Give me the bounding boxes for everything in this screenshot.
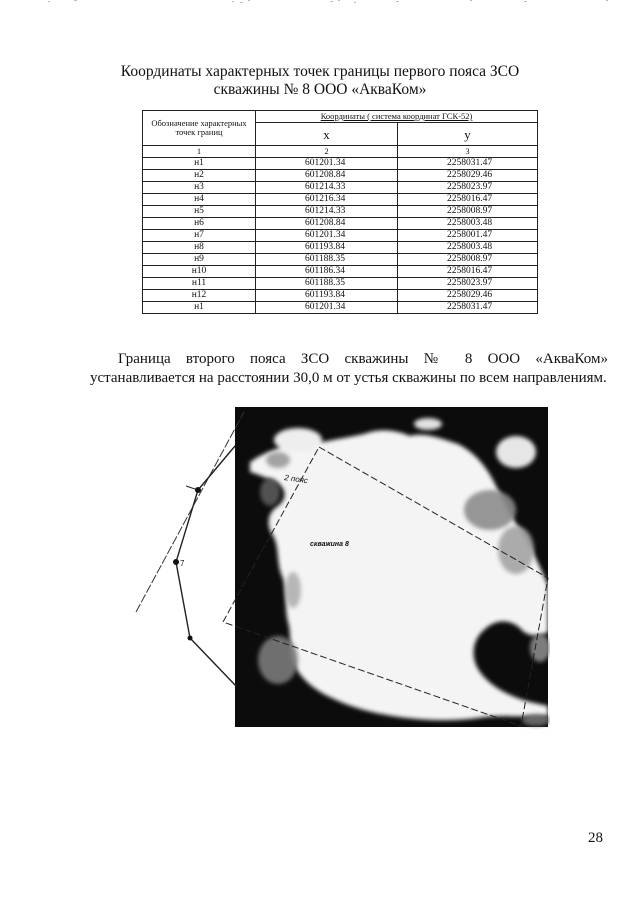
table-row [143,158,538,170]
header-axis-x: x [256,123,398,146]
coord-x: 601193.84 [256,242,398,254]
scan-artifacts [0,0,640,8]
coord-y: 2258031.47 [398,158,538,170]
table-row [143,302,538,314]
table-row [143,206,538,218]
coord-y: 2258016.47 [398,266,538,278]
point-name: н2 [143,170,256,182]
coord-x: 601216.34 [256,194,398,206]
coord-y: 2258016.47 [398,194,538,206]
table-row [143,194,538,206]
header-axis-y: у [398,123,538,146]
coord-x: 601214.33 [256,182,398,194]
coord-x: 601186.34 [256,266,398,278]
table-row [143,230,538,242]
table-row [143,170,538,182]
coord-y: 2258003.48 [398,242,538,254]
point-name: н1 [143,302,256,314]
well-label: скважина 8 [310,541,349,548]
zone-label: 2 пояс [283,473,309,486]
column-number: 2 [256,146,398,158]
coord-y: 2258008.97 [398,254,538,266]
point-name: н4 [143,194,256,206]
coord-y: 2258029.46 [398,290,538,302]
page-number: 28 [588,830,603,846]
coord-x: 601214.33 [256,206,398,218]
coord-y: 2258008.97 [398,206,538,218]
table-column-number-row [143,146,538,158]
coord-x: 601188.35 [256,254,398,266]
point-name: н7 [143,230,256,242]
sanitary-zone-map [128,400,550,730]
table-row [143,290,538,302]
table-row [143,278,538,290]
coord-x: 601193.84 [256,290,398,302]
table-row [143,218,538,230]
boundary-point [173,559,179,565]
table-row [143,254,538,266]
table-header-row [143,111,538,123]
zone-two-paragraph-line2: устанавливается на расстоянии 30,0 м от устья скважины по всем направлениям. [90,370,607,386]
column-number: 3 [398,146,538,158]
coord-y: 2258001.47 [398,230,538,242]
boundary-point [188,636,193,641]
coordinates-table [142,110,538,314]
coord-y: 2258003.48 [398,218,538,230]
coord-y: 2258023.97 [398,182,538,194]
coord-x: 601201.34 [256,158,398,170]
column-number: 1 [143,146,256,158]
point-name: н10 [143,266,256,278]
point-name: н9 [143,254,256,266]
zone-two-paragraph-line1: Граница второго пояса ЗСО скважины № 8 ООО «АкваКом» [118,351,608,367]
coord-x: 601201.34 [256,230,398,242]
coord-y: 2258029.46 [398,170,538,182]
header-point-label: Обозначение характерных точек границ [143,111,256,146]
coord-y: 2258023.97 [398,278,538,290]
table-row [143,266,538,278]
document-subtitle: скважины № 8 ООО «АкваКом» [213,81,427,98]
table-row [143,182,538,194]
point-name: н3 [143,182,256,194]
point-name: н1 [143,158,256,170]
table-row [143,242,538,254]
coord-x: 601188.35 [256,278,398,290]
coord-x: 601208.84 [256,170,398,182]
point-name: н8 [143,242,256,254]
header-coordinates-label: Координаты ( система координат ГСК-52) [256,111,538,123]
point-label-7: 7 [180,559,185,568]
document-title: Координаты характерных точек границы первого пояса ЗСО [120,63,520,80]
point-name: н11 [143,278,256,290]
coord-x: 601208.84 [256,218,398,230]
coord-y: 2258031.47 [398,302,538,314]
point-name: н6 [143,218,256,230]
point-name: н5 [143,206,256,218]
boundary-point [195,487,201,493]
point-name: н12 [143,290,256,302]
coord-x: 601201.34 [256,302,398,314]
